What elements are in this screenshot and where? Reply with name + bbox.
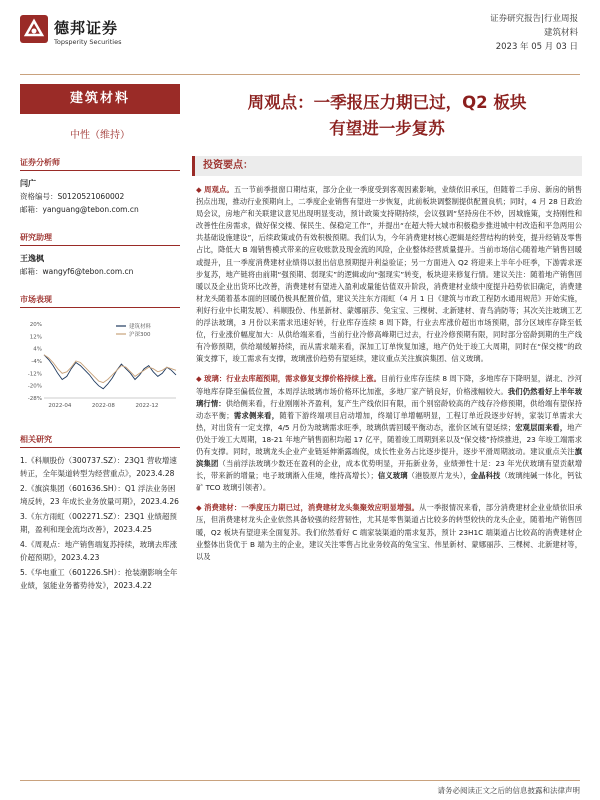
y-tick-label: 4% [33, 346, 42, 353]
header-divider [20, 74, 580, 75]
related-item-text: 1.《科顺股份（300737.SZ）：23Q1 营收增速转正，全年渠道转型为经营重点》， [20, 456, 177, 478]
related-item-date: 2023.4.25 [113, 525, 152, 534]
paragraph-text: 五一节前季报窗口期结束，部分企业一季度受到客观因素影响，业绩依旧承压，但随着二手房、新房的销售拐点出现，推动行业预期向上，二季度企业销售有望进一步恢复，此前板块调整制提供配置良机；同时，4 月 28 日政治局会议，房地产和关联建议意见出现明显变动，预计政策支持期持续，会议强调“坚持房住不炒，因城施策，支持刚性和改善性住房需求，做好保交楼、保民生、保稳定工作”，并提出“在超大特大城市积极稳步推进城中村改造和平急两用公共基础设施建设”，后续政策或仍有效积极预期。我们认为，今年消费建材核心逻辑是经营结构的转变，提升经销及零售占比，降低大 B 端销售模式带来的应收账款及现金流的风险，企业整体经营质量提升。当前市场信心随着地产销售回暖或提升，且一季度消费建材业绩得以报出信息预期提升利益验证；另一方面进入 Q2 将迎来上半年小旺季，下游需求逐步复苏，地产链将由前期“强预期、弱现实”的逻辑或向“强现实”转变，板块迎来修复行情。建议关注：随着地产销售回暖以及企业出货环比改善，消费建材有望进入盈利或量能估值双升阶段，消费建材业绩中度提升趋势依旧确定，消费建材龙头随着基本面的回暖仍极具配置价值，建议关注东方雨虹（4 月 1 日《建筑与市政工程防水通用规范》开始实施，利好行业中长期发展）、科顺股份、伟星新材、蒙娜丽莎、兔宝宝、三棵树、北新建材、青鸟消防等；其次关注玻璃工艺的浮法玻璃，3 月份以来需求迅速好转，行业库存连续 8 周下降，行业去库涨价超出市场预期，部分区域库存降至低位，行业涨价幅度加大：从供给端来看，当前行业冷修高峰期已过去，行业冷修预期有限，同时部分窑龄到期的生产线有冷修预期，供给端缓解持续，而从需求端来看，深加工订单恢复加速，地产仍处于竣工大周期，同时在“保交楼”的政策支撑下，竣工需求有支撑，玻璃涨价趋势有望延续，建议重点关注旗滨集团、信义玻璃。 [196, 185, 583, 364]
paragraph-text: 目前行业库存连续 8 周下降，多地库存下降明显，湖北、沙河等地库存降至偏低位置，本周浮法玻璃市场价格环比加涨，多地厂家产销良好，价格涨幅较大。 [196, 374, 583, 396]
report-title [192, 90, 582, 142]
assistant-email-line [20, 265, 180, 278]
footer-disclaimer: 请务必阅读正文之后的信息披露和法律声明 [437, 786, 580, 795]
related-section-title: 相关研究 [20, 432, 180, 448]
assistant-info [20, 252, 180, 278]
analyst-email[interactable]: yanguang@tebon.com.cn [42, 205, 139, 214]
rating-label: 中性（维持） [70, 130, 130, 141]
analyst-license-label: 资格编号： [20, 192, 58, 201]
paragraph-text: （玻璃纯碱一体化，钙钛矿 TCO 玻璃引领者）。 [196, 471, 583, 493]
bullet-icon: ◆ [196, 185, 205, 194]
title-line-2: 有望进一步复苏 [329, 119, 445, 138]
assistant-email-label: 邮箱： [20, 267, 43, 276]
paragraph-bold: 宏观层面来看， [515, 422, 568, 432]
y-tick-label: -12% [27, 371, 42, 378]
analyst-license: S0120521060002 [57, 192, 125, 201]
company-logo [20, 15, 170, 55]
logo-english-name: Topsperity Securities [54, 38, 122, 46]
header-meta [490, 12, 578, 54]
paragraph-text: （港股原片龙头）， [407, 471, 471, 481]
assistant-section-title: 研究助理 [20, 230, 180, 246]
y-tick-label: 20% [29, 322, 42, 328]
paragraph-glass [192, 373, 582, 494]
related-list [20, 454, 180, 592]
main-content [192, 84, 582, 563]
header-sector: 建筑材料 [543, 28, 578, 38]
related-item[interactable] [20, 454, 180, 480]
doc-type: 证券研究报告|行业周报 [490, 14, 578, 24]
paragraph-lead: 消费建材：一季度压力期已过，消费建材龙头集聚效应明显增强。 [204, 503, 420, 513]
y-tick-label: -20% [27, 383, 42, 390]
tebon-logo-icon [20, 15, 48, 43]
analyst-email-label: 邮箱： [20, 205, 43, 214]
related-item[interactable] [20, 566, 180, 592]
report-date: 2023 年 05 月 03 日 [495, 42, 578, 52]
paragraph-text: 地产仍处于竣工大周期，18-21 年地产销售面积均超 17 亿平，随着竣工周期到来以及“保交楼”持续推进，23 年竣工端需求仍有支撑。同时，玻璃龙头企业产业链延伸渐露端倪，成长性业务占比逐步提升，逐步平滑周期波动。建议重点关注 [196, 422, 583, 456]
market-performance-chart [20, 318, 180, 414]
related-item[interactable] [20, 482, 180, 508]
legend-label: 建筑材料 [129, 324, 152, 330]
analyst-section [20, 155, 180, 216]
related-item-text: 5.《华电重工（601226.SH）：抢装潮影响全年业绩，氢能业务蓄势待发》， [20, 568, 178, 590]
related-item-text: 4.《周观点：地产销售端复苏持续，玻璃去库涨价超预期》， [20, 540, 178, 562]
paragraph-lead: 周观点。 [204, 185, 234, 194]
y-tick-label: 12% [29, 334, 42, 341]
sector-box: 建筑材料 [20, 84, 180, 114]
investment-points-heading: 投资要点： [192, 156, 582, 176]
market-section-title: 市场表现 [20, 292, 180, 308]
paragraph-text: 供给侧来看，行业刚刚补齐盈利，复产生产线依旧有限，而个别窑龄较高的产线存冷修预期，供给端有望保持动态平衡； [196, 398, 582, 420]
analyst-email-line [20, 203, 180, 216]
related-item-text: 3.《东方雨虹（002271.SZ）：23Q1 业绩超预期，盈利和现金流均改善》， [20, 512, 177, 534]
assistant-name: 王逸枫 [20, 254, 44, 263]
paragraph-bold: 需求侧来看， [233, 410, 280, 420]
sidebar [20, 84, 180, 594]
x-tick-label: 2022-08 [91, 403, 115, 409]
related-item-text: 2.《旗滨集团（601636.SH）：Q1 浮法业务困境反转，23 年成长业务放量可期》， [20, 484, 176, 506]
y-tick-label: -28% [27, 396, 42, 402]
related-item-date: 2023.4.26 [140, 497, 179, 506]
legend-label: 沪深300 [129, 332, 151, 338]
related-item-date: 2023.4.23 [61, 553, 100, 562]
title-line-1: 周观点：一季报压力期已过，Q2 板块 [247, 93, 527, 112]
paragraph-text: 随着下游终端项目启动增加，终端订单增幅明显，工程订单近段逐步好转，家装订单需求大热，对出货有一定支撑，4/5 月份为玻璃需求旺季，玻璃供需回暖平衡动态，涨价区域有望延续； [196, 410, 583, 432]
paragraph-bold: 信义玻璃 [377, 471, 408, 481]
paragraph-text: 从一季报情况来看，部分消费建材企业业绩依旧承压，但消费建材龙头企业依然具备较强的经营韧性，尤其是零售渠道占比较多的转型较快的龙头企业，随着地产销售回暖，Q2 板块有望迎来全面复苏。我们依然看好 C 端家装渠道的需求复苏，预计 23H1C 端渠道占比较高的消费建材企业整体出货优于 B 端为主的企业，建议关注零售占比业务较高的兔宝宝、伟星新材、蒙娜丽莎、三棵树、北新建材等，以及 [196, 503, 583, 561]
assistant-email[interactable]: wangyf6@tebon.com.cn [42, 267, 134, 276]
related-item-date: 2023.4.28 [136, 469, 175, 478]
report-header [0, 0, 600, 78]
paragraph-consumer-materials [192, 502, 582, 562]
bullet-icon: ◆ [196, 503, 205, 513]
x-tick-label: 2022-04 [48, 403, 72, 409]
assistant-section [20, 230, 180, 278]
series-line-sector [44, 355, 176, 389]
y-tick-label: -4% [31, 359, 42, 365]
analyst-license-line [20, 190, 180, 203]
analyst-name: 闫广 [20, 179, 36, 188]
related-item-date: 2023.4.22 [113, 581, 152, 590]
paragraph-text: （当前浮法玻璃少数还在盈利的企业，成本优势明显，开拓新业务，业绩弹性十足：23 年光伏玻璃有望贡献增长，带来新的增量；电子玻璃渐入佳境，维持高增长）； [196, 459, 582, 481]
market-section [20, 292, 180, 418]
logo-chinese-name: 德邦证券 [54, 19, 119, 37]
paragraph-lead: 玻璃：行业去库超预期，需求修复支撑价格持续上涨。 [204, 374, 381, 384]
paragraph-bold: 金晶科技 [470, 471, 501, 481]
paragraph-bold: 我们仍然看好上半年玻璃行情： [196, 386, 583, 408]
x-tick-label: 2022-12 [135, 403, 159, 409]
analyst-info [20, 177, 180, 216]
related-item[interactable] [20, 510, 180, 536]
page-footer [20, 780, 580, 795]
analyst-section-title: 证券分析师 [20, 155, 180, 171]
related-section [20, 432, 180, 592]
paragraph-weekly-view [192, 184, 582, 365]
bullet-icon: ◆ [196, 374, 205, 384]
paragraph-bold: 旗滨集团 [196, 446, 582, 469]
related-item[interactable] [20, 538, 180, 564]
